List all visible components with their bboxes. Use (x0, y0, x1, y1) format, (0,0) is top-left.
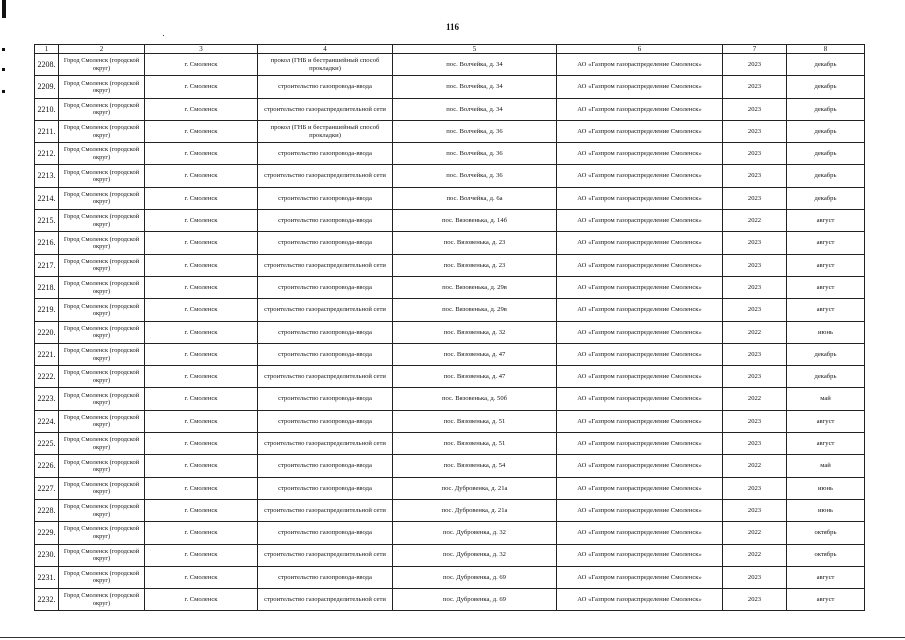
municipality-cell: Город Смоленск (городской округ) (59, 477, 145, 499)
year-cell: 2023 (723, 165, 787, 187)
table-row (35, 366, 865, 388)
settlement-cell: г. Смоленск (145, 433, 258, 455)
year-cell: 2023 (723, 477, 787, 499)
work-type-cell: строительство газопровода-ввода (258, 522, 393, 544)
address-cell: пос. Вязовенька, д. 50б (393, 388, 557, 410)
row-number-cell: 2230. (35, 544, 59, 566)
row-number-cell: 2223. (35, 388, 59, 410)
work-type-cell: прокол (ГНБ и бестраншейный способ прокладки) (258, 54, 393, 76)
year-cell: 2023 (723, 589, 787, 611)
month-cell: декабрь (787, 187, 865, 209)
organization-cell: АО «Газпром газораспределение Смоленск» (557, 321, 723, 343)
work-type-cell: строительство газораспределительной сети (258, 366, 393, 388)
row-number-cell: 2209. (35, 76, 59, 98)
organization-cell: АО «Газпром газораспределение Смоленск» (557, 366, 723, 388)
year-cell: 2023 (723, 299, 787, 321)
row-number-cell: 2221. (35, 343, 59, 365)
col-header-4: 4 (258, 45, 393, 54)
address-cell: пос. Вязовенька, д. 23 (393, 232, 557, 254)
settlement-cell: г. Смоленск (145, 499, 258, 521)
year-cell: 2022 (723, 321, 787, 343)
address-cell: пос. Вязовенька, д. 14б (393, 210, 557, 232)
address-cell: пос. Волчейка, д. 36 (393, 143, 557, 165)
row-number-cell: 2210. (35, 98, 59, 120)
month-cell: декабрь (787, 366, 865, 388)
month-cell: август (787, 210, 865, 232)
table-row (35, 254, 865, 276)
month-cell: август (787, 232, 865, 254)
work-type-cell: строительство газопровода-ввода (258, 232, 393, 254)
settlement-cell: г. Смоленск (145, 455, 258, 477)
work-type-cell: строительство газораспределительной сети (258, 433, 393, 455)
year-cell: 2023 (723, 366, 787, 388)
address-cell: пос. Волчейка, д. 34 (393, 76, 557, 98)
month-cell: июнь (787, 477, 865, 499)
address-cell: пос. Дубровенка, д. 32 (393, 522, 557, 544)
work-type-cell: строительство газораспределительной сети (258, 98, 393, 120)
year-cell: 2023 (723, 232, 787, 254)
address-cell: пос. Волчейка, д. 36 (393, 120, 557, 142)
settlement-cell: г. Смоленск (145, 410, 258, 432)
municipality-cell: Город Смоленск (городской округ) (59, 544, 145, 566)
settlement-cell: г. Смоленск (145, 143, 258, 165)
month-cell: май (787, 388, 865, 410)
municipality-cell: Город Смоленск (городской округ) (59, 388, 145, 410)
organization-cell: АО «Газпром газораспределение Смоленск» (557, 98, 723, 120)
table-row (35, 120, 865, 142)
address-cell: пос. Вязовенька, д. 47 (393, 366, 557, 388)
address-cell: пос. Волчейка, д. 6а (393, 187, 557, 209)
municipality-cell: Город Смоленск (городской округ) (59, 433, 145, 455)
settlement-cell: г. Смоленск (145, 544, 258, 566)
address-cell: пос. Вязовенька, д. 51 (393, 410, 557, 432)
work-type-cell: строительство газопровода-ввода (258, 566, 393, 588)
address-cell: пос. Дубровенка, д. 69 (393, 589, 557, 611)
table-row (35, 210, 865, 232)
work-type-cell: строительство газораспределительной сети (258, 165, 393, 187)
organization-cell: АО «Газпром газораспределение Смоленск» (557, 210, 723, 232)
work-type-cell: строительство газопровода-ввода (258, 321, 393, 343)
table-row (35, 276, 865, 298)
organization-cell: АО «Газпром газораспределение Смоленск» (557, 477, 723, 499)
settlement-cell: г. Смоленск (145, 98, 258, 120)
table-row (35, 343, 865, 365)
address-cell: пос. Дубровенка, д. 21а (393, 477, 557, 499)
month-cell: октябрь (787, 544, 865, 566)
settlement-cell: г. Смоленск (145, 522, 258, 544)
work-type-cell: строительство газопровода-ввода (258, 388, 393, 410)
month-cell: июнь (787, 321, 865, 343)
row-number-cell: 2208. (35, 54, 59, 76)
row-number-cell: 2217. (35, 254, 59, 276)
organization-cell: АО «Газпром газораспределение Смоленск» (557, 254, 723, 276)
table-row (35, 433, 865, 455)
municipality-cell: Город Смоленск (городской округ) (59, 54, 145, 76)
row-number-cell: 2218. (35, 276, 59, 298)
municipality-cell: Город Смоленск (городской округ) (59, 120, 145, 142)
month-cell: декабрь (787, 343, 865, 365)
municipality-cell: Город Смоленск (городской округ) (59, 232, 145, 254)
organization-cell: АО «Газпром газораспределение Смоленск» (557, 522, 723, 544)
row-number-cell: 2213. (35, 165, 59, 187)
organization-cell: АО «Газпром газораспределение Смоленск» (557, 276, 723, 298)
month-cell: декабрь (787, 76, 865, 98)
year-cell: 2023 (723, 566, 787, 588)
year-cell: 2023 (723, 276, 787, 298)
municipality-cell: Город Смоленск (городской округ) (59, 276, 145, 298)
municipality-cell: Город Смоленск (городской округ) (59, 589, 145, 611)
table-row (35, 76, 865, 98)
municipality-cell: Город Смоленск (городской округ) (59, 522, 145, 544)
table-row (35, 321, 865, 343)
gasification-table (34, 44, 865, 611)
scan-margin-mark (2, 68, 5, 71)
settlement-cell: г. Смоленск (145, 254, 258, 276)
organization-cell: АО «Газпром газораспределение Смоленск» (557, 544, 723, 566)
page-number: 116 (445, 22, 459, 32)
address-cell: пос. Дубровенка, д. 21а (393, 499, 557, 521)
settlement-cell: г. Смоленск (145, 321, 258, 343)
work-type-cell: прокол (ГНБ и бестраншейный способ прокладки) (258, 120, 393, 142)
month-cell: июнь (787, 499, 865, 521)
year-cell: 2023 (723, 54, 787, 76)
address-cell: пос. Волчейка, д. 36 (393, 165, 557, 187)
organization-cell: АО «Газпром газораспределение Смоленск» (557, 76, 723, 98)
municipality-cell: Город Смоленск (городской округ) (59, 343, 145, 365)
table-row (35, 455, 865, 477)
month-cell: октябрь (787, 522, 865, 544)
address-cell: пос. Волчейка, д. 34 (393, 98, 557, 120)
municipality-cell: Город Смоленск (городской округ) (59, 366, 145, 388)
year-cell: 2023 (723, 499, 787, 521)
row-number-cell: 2224. (35, 410, 59, 432)
row-number-cell: 2232. (35, 589, 59, 611)
organization-cell: АО «Газпром газораспределение Смоленск» (557, 388, 723, 410)
table-row (35, 410, 865, 432)
municipality-cell: Город Смоленск (городской округ) (59, 187, 145, 209)
month-cell: декабрь (787, 165, 865, 187)
table-row (35, 566, 865, 588)
table-body (35, 54, 865, 611)
month-cell: август (787, 566, 865, 588)
municipality-cell: Город Смоленск (городской округ) (59, 98, 145, 120)
settlement-cell: г. Смоленск (145, 388, 258, 410)
organization-cell: АО «Газпром газораспределение Смоленск» (557, 455, 723, 477)
row-number-cell: 2216. (35, 232, 59, 254)
month-cell: декабрь (787, 54, 865, 76)
month-cell: август (787, 433, 865, 455)
municipality-cell: Город Смоленск (городской округ) (59, 299, 145, 321)
table-row (35, 522, 865, 544)
year-cell: 2023 (723, 120, 787, 142)
year-cell: 2022 (723, 455, 787, 477)
month-cell: декабрь (787, 120, 865, 142)
municipality-cell: Город Смоленск (городской округ) (59, 254, 145, 276)
year-cell: 2022 (723, 210, 787, 232)
work-type-cell: строительство газопровода-ввода (258, 276, 393, 298)
address-cell: пос. Вязовенька, д. 23 (393, 254, 557, 276)
settlement-cell: г. Смоленск (145, 187, 258, 209)
settlement-cell: г. Смоленск (145, 477, 258, 499)
row-number-cell: 2215. (35, 210, 59, 232)
year-cell: 2022 (723, 388, 787, 410)
year-cell: 2023 (723, 410, 787, 432)
organization-cell: АО «Газпром газораспределение Смоленск» (557, 54, 723, 76)
table-row (35, 54, 865, 76)
row-number-cell: 2228. (35, 499, 59, 521)
work-type-cell: строительство газопровода-ввода (258, 187, 393, 209)
organization-cell: АО «Газпром газораспределение Смоленск» (557, 232, 723, 254)
col-header-3: 3 (145, 45, 258, 54)
work-type-cell: строительство газораспределительной сети (258, 299, 393, 321)
work-type-cell: строительство газопровода-ввода (258, 343, 393, 365)
col-header-2: 2 (59, 45, 145, 54)
organization-cell: АО «Газпром газораспределение Смоленск» (557, 433, 723, 455)
settlement-cell: г. Смоленск (145, 210, 258, 232)
address-cell: пос. Вязовенька, д. 51 (393, 433, 557, 455)
work-type-cell: строительство газопровода-ввода (258, 210, 393, 232)
address-cell: пос. Дубровенка, д. 32 (393, 544, 557, 566)
col-header-5: 5 (393, 45, 557, 54)
table-row (35, 232, 865, 254)
table-row (35, 477, 865, 499)
row-number-cell: 2229. (35, 522, 59, 544)
organization-cell: АО «Газпром газораспределение Смоленск» (557, 143, 723, 165)
work-type-cell: строительство газопровода-ввода (258, 410, 393, 432)
settlement-cell: г. Смоленск (145, 120, 258, 142)
scan-margin-mark (2, 48, 5, 51)
work-type-cell: строительство газораспределительной сети (258, 589, 393, 611)
organization-cell: АО «Газпром газораспределение Смоленск» (557, 410, 723, 432)
row-number-cell: 2231. (35, 566, 59, 588)
month-cell: декабрь (787, 143, 865, 165)
organization-cell: АО «Газпром газораспределение Смоленск» (557, 343, 723, 365)
organization-cell: АО «Газпром газораспределение Смоленск» (557, 299, 723, 321)
table-row (35, 187, 865, 209)
col-header-6: 6 (557, 45, 723, 54)
table-row (35, 143, 865, 165)
table-row (35, 544, 865, 566)
year-cell: 2022 (723, 544, 787, 566)
table-row (35, 388, 865, 410)
address-cell: пос. Вязовенька, д. 47 (393, 343, 557, 365)
organization-cell: АО «Газпром газораспределение Смоленск» (557, 165, 723, 187)
work-type-cell: строительство газопровода-ввода (258, 76, 393, 98)
municipality-cell: Город Смоленск (городской округ) (59, 499, 145, 521)
settlement-cell: г. Смоленск (145, 366, 258, 388)
row-number-cell: 2212. (35, 143, 59, 165)
year-cell: 2023 (723, 187, 787, 209)
month-cell: август (787, 254, 865, 276)
address-cell: пос. Вязовенька, д. 29в (393, 299, 557, 321)
address-cell: пос. Вязовенька, д. 54 (393, 455, 557, 477)
organization-cell: АО «Газпром газораспределение Смоленск» (557, 566, 723, 588)
municipality-cell: Город Смоленск (городской округ) (59, 210, 145, 232)
settlement-cell: г. Смоленск (145, 276, 258, 298)
address-cell: пос. Вязовенька, д. 32 (393, 321, 557, 343)
bottom-rule (0, 637, 905, 638)
month-cell: август (787, 299, 865, 321)
col-header-8: 8 (787, 45, 865, 54)
table-row (35, 589, 865, 611)
year-cell: 2023 (723, 343, 787, 365)
work-type-cell: строительство газораспределительной сети (258, 499, 393, 521)
work-type-cell: строительство газораспределительной сети (258, 544, 393, 566)
row-number-cell: 2211. (35, 120, 59, 142)
year-cell: 2023 (723, 143, 787, 165)
column-number-row (35, 45, 865, 54)
col-header-7: 7 (723, 45, 787, 54)
address-cell: пос. Вязовенька, д. 29в (393, 276, 557, 298)
municipality-cell: Город Смоленск (городской округ) (59, 76, 145, 98)
settlement-cell: г. Смоленск (145, 299, 258, 321)
settlement-cell: г. Смоленск (145, 566, 258, 588)
month-cell: август (787, 589, 865, 611)
row-number-cell: 2226. (35, 455, 59, 477)
work-type-cell: строительство газопровода-ввода (258, 143, 393, 165)
scan-margin-mark (2, 0, 6, 18)
table-row (35, 499, 865, 521)
row-number-cell: 2222. (35, 366, 59, 388)
month-cell: август (787, 410, 865, 432)
municipality-cell: Город Смоленск (городской округ) (59, 455, 145, 477)
row-number-cell: 2227. (35, 477, 59, 499)
settlement-cell: г. Смоленск (145, 589, 258, 611)
year-cell: 2023 (723, 98, 787, 120)
table-row (35, 165, 865, 187)
settlement-cell: г. Смоленск (145, 165, 258, 187)
scan-margin-mark (2, 90, 5, 93)
municipality-cell: Город Смоленск (городской округ) (59, 165, 145, 187)
settlement-cell: г. Смоленск (145, 343, 258, 365)
settlement-cell: г. Смоленск (145, 232, 258, 254)
table-row (35, 98, 865, 120)
year-cell: 2023 (723, 254, 787, 276)
organization-cell: АО «Газпром газораспределение Смоленск» (557, 187, 723, 209)
col-header-1: 1 (35, 45, 59, 54)
year-cell: 2022 (723, 522, 787, 544)
year-cell: 2023 (723, 76, 787, 98)
settlement-cell: г. Смоленск (145, 76, 258, 98)
municipality-cell: Город Смоленск (городской округ) (59, 143, 145, 165)
row-number-cell: 2214. (35, 187, 59, 209)
address-cell: пос. Дубровенка, д. 69 (393, 566, 557, 588)
municipality-cell: Город Смоленск (городской округ) (59, 321, 145, 343)
row-number-cell: 2219. (35, 299, 59, 321)
address-cell: пос. Волчейка, д. 34 (393, 54, 557, 76)
work-type-cell: строительство газораспределительной сети (258, 254, 393, 276)
municipality-cell: Город Смоленск (городской округ) (59, 410, 145, 432)
month-cell: май (787, 455, 865, 477)
scan-speck (163, 35, 164, 36)
organization-cell: АО «Газпром газораспределение Смоленск» (557, 120, 723, 142)
month-cell: август (787, 276, 865, 298)
year-cell: 2023 (723, 433, 787, 455)
table-row (35, 299, 865, 321)
organization-cell: АО «Газпром газораспределение Смоленск» (557, 499, 723, 521)
municipality-cell: Город Смоленск (городской округ) (59, 566, 145, 588)
work-type-cell: строительство газопровода-ввода (258, 455, 393, 477)
row-number-cell: 2225. (35, 433, 59, 455)
work-type-cell: строительство газопровода-ввода (258, 477, 393, 499)
organization-cell: АО «Газпром газораспределение Смоленск» (557, 589, 723, 611)
row-number-cell: 2220. (35, 321, 59, 343)
settlement-cell: г. Смоленск (145, 54, 258, 76)
month-cell: декабрь (787, 98, 865, 120)
